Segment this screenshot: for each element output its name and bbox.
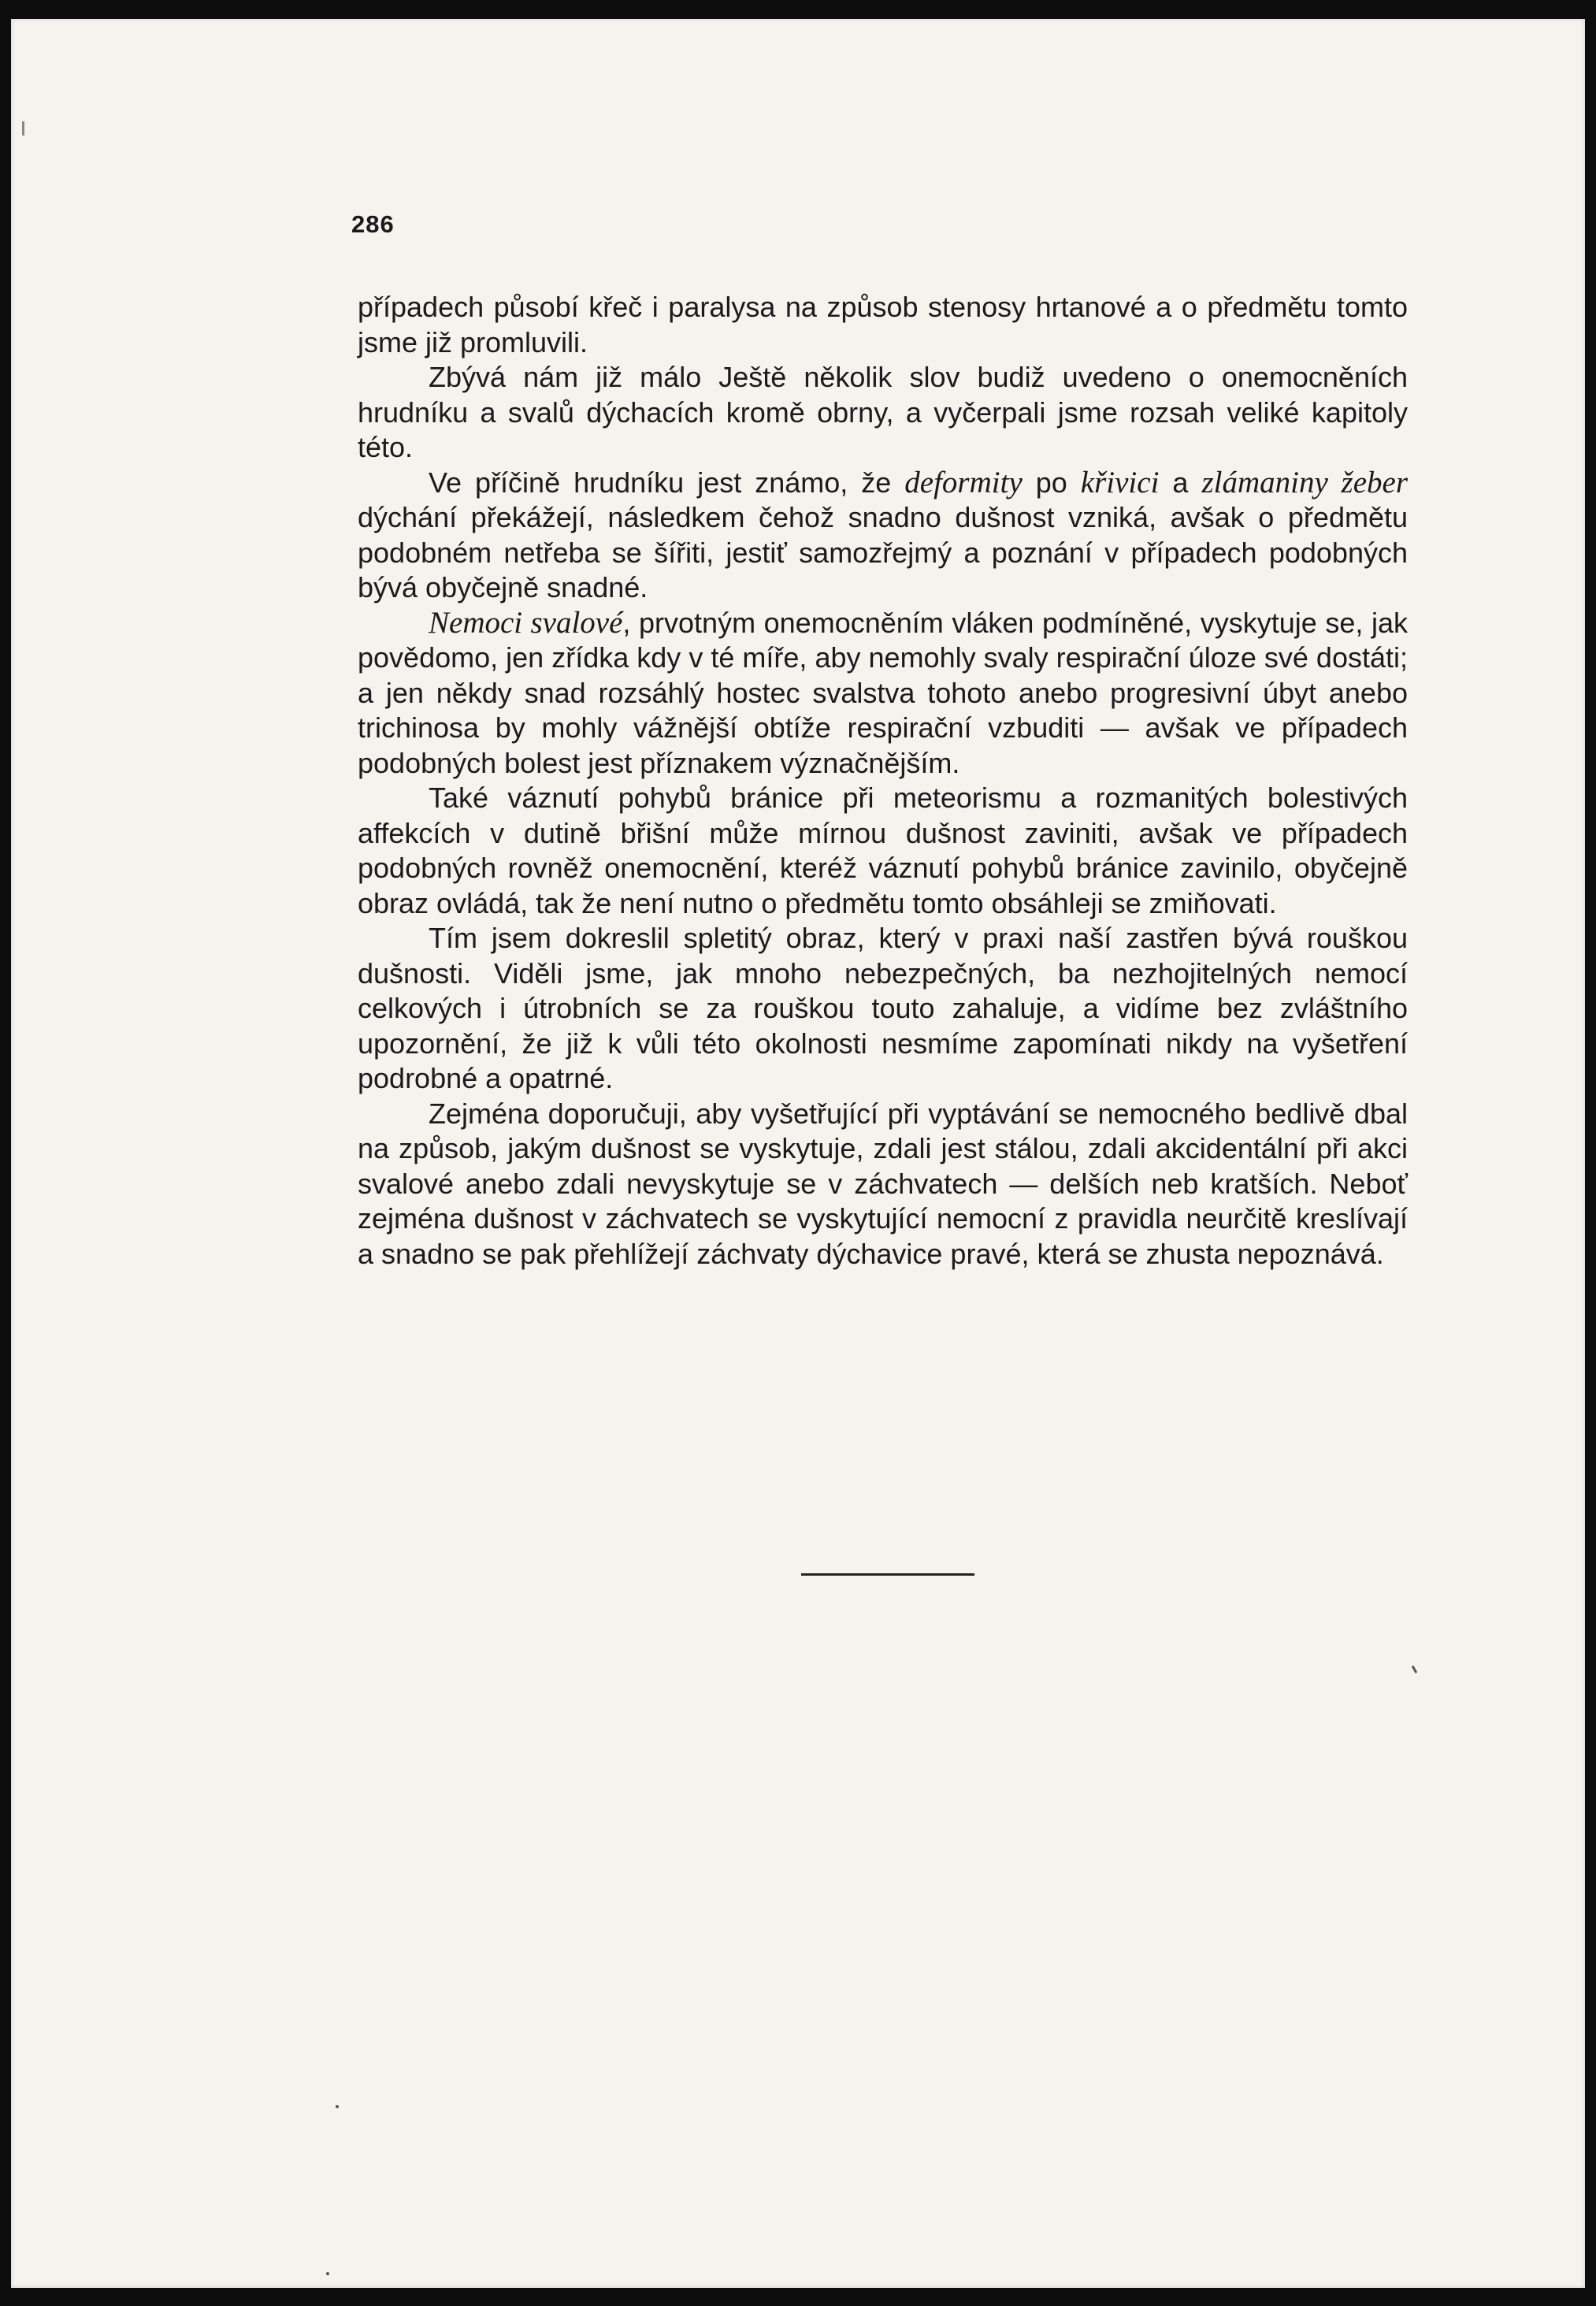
paragraph — [358, 466, 1408, 606]
page-number: 286 — [351, 210, 395, 238]
book-page — [11, 19, 1585, 2288]
text-span: Zejména doporučuji, aby vyšetřující při vyptávání se nemocného bedlivě dbal na způsob, jakým dušnost se vyskytuje, zdali jest stálou, zdali akcidentální při akci svalové anebo zdali nevyskytuje se v záchvatech — delších neb kratších. Neboť zejména dušnost v záchvatech se vyskytující nemocní z pravidla neurčitě kreslívají a snadno se pak přehlížejí záchvaty dýchavice pravé, která se zhusta nepoznává. — [358, 1097, 1408, 1270]
paragraph — [358, 921, 1408, 1097]
emphasized-term: zlámaniny žeber — [1201, 465, 1408, 499]
text-span: Tím jsem dokreslil spletitý obraz, který v praxi naší zastřen bývá rouškou dušnosti. Viděli jsme, jak mnoho nebezpečných, ba nezhojitelných nemocí celkových i útrobních se za rouškou touto zahaluje, a vidíme bez zvláštního upozornění, že již k vůli této okolnosti nesmíme zapomínati nikdy na vyšetření podrobné a opatrné. — [358, 922, 1408, 1094]
margin-mark — [22, 121, 24, 136]
text-span: případech působí křeč i paralysa na způsob stenosy hrtanové a o předmětu tomto jsme již promluvili. — [358, 291, 1408, 358]
paragraph — [358, 1097, 1408, 1272]
paragraph — [358, 781, 1408, 921]
paragraph — [358, 290, 1408, 360]
scan-speck — [336, 2105, 339, 2108]
section-end-rule — [801, 1573, 974, 1576]
emphasized-term: deformity — [904, 465, 1023, 499]
paragraph — [358, 360, 1408, 466]
scan-speck — [1412, 1665, 1418, 1673]
scan-speck — [326, 2272, 329, 2275]
text-span: po — [1022, 466, 1081, 499]
text-span: Ve příčině hrudníku jest známo, že — [429, 466, 905, 499]
text-span: , prvotným onemocněním vláken podmíněné, vyskytuje se, jak povědomo, jen zřídka kdy v té míře, aby nemohly svaly respirační úloze své dostáti; a jen někdy snad rozsáhlý hostec svalstva tohoto anebo progresivní úbyt anebo trichinosa by mohly vážnější obtíže respirační vzbuditi — avšak ve případech podobných bolest jest příznakem význačnějším. — [358, 606, 1409, 779]
text-span: Zbývá nám již málo Ještě několik slov budiž uvedeno o onemocněních hrudníku a svalů dýchacích kromě obrny, a vyčerpali jsme rozsah veliké kapitoly této. — [358, 361, 1408, 463]
text-span: dýchání překážejí, následkem čehož snadno dušnost vzniká, avšak o předmětu podobném netřeba se šířiti, jestiť samozřejmý a poznání v případech podobných bývá obyčejně snadné. — [358, 501, 1408, 603]
emphasized-term: křivici — [1080, 465, 1160, 499]
text-span: Také váznutí pohybů bránice při meteorismu a rozmanitých bolestivých affekcích v dutině břišní může mírnou dušnost zaviniti, avšak ve případech podobných rovněž onemocnění, kteréž váznutí pohybů bránice zavinilo, obyčejně obraz ovládá, tak že není nutno o předmětu tomto obsáhleji se zmiňovati. — [358, 782, 1408, 919]
emphasized-term: Nemoci svalové — [429, 605, 623, 640]
text-span: a — [1159, 466, 1202, 499]
paragraph — [358, 606, 1408, 782]
body-text — [358, 290, 1408, 1272]
